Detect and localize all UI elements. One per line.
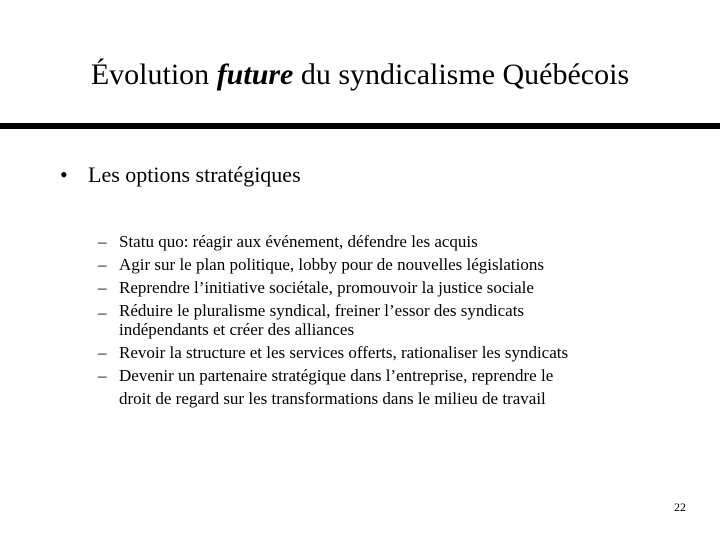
bullet-dot-icon: •	[60, 162, 68, 187]
sub-bullet-line: droit de regard sur les transformations dans le milieu de travail	[119, 389, 546, 408]
sub-bullet-item	[98, 276, 668, 299]
sub-bullet-line: Reprendre l’initiative sociétale, promouvoir la justice sociale	[119, 278, 534, 297]
dash-icon: –	[98, 303, 107, 322]
sub-bullet-line: Revoir la structure et les services offerts, rationaliser les syndicats	[119, 343, 569, 362]
sub-bullet-item	[98, 253, 668, 276]
sub-bullet-item	[98, 301, 668, 339]
dash-icon: –	[98, 278, 107, 297]
sub-bullet-item	[98, 230, 668, 253]
sub-bullet-list	[98, 230, 668, 410]
title-divider	[0, 123, 720, 129]
title-suffix: du syndicalisme Québécois	[293, 58, 630, 91]
page-number: 22	[674, 500, 686, 514]
sub-bullet-line: Réduire le pluralisme syndical, freiner l’essor des syndicats	[119, 301, 525, 320]
sub-bullet-line: indépendants et créer des alliances	[119, 320, 355, 339]
dash-icon: –	[98, 343, 107, 362]
title-prefix: Évolution	[90, 58, 217, 91]
dash-icon: –	[98, 255, 107, 274]
sub-bullet-item	[98, 364, 668, 410]
sub-bullet-item	[98, 341, 668, 364]
title-emphasis: future	[216, 58, 294, 91]
main-bullet-text: Les options stratégiques	[88, 162, 301, 187]
slide-title	[0, 55, 720, 95]
sub-bullet-line: Statu quo: réagir aux événement, défendre les acquis	[119, 232, 478, 251]
sub-bullet-line: Agir sur le plan politique, lobby pour de nouvelles législations	[119, 255, 544, 274]
sub-bullet-line: Devenir un partenaire stratégique dans l’entreprise, reprendre le	[119, 366, 554, 385]
dash-icon: –	[98, 366, 107, 385]
dash-icon: –	[98, 232, 107, 251]
